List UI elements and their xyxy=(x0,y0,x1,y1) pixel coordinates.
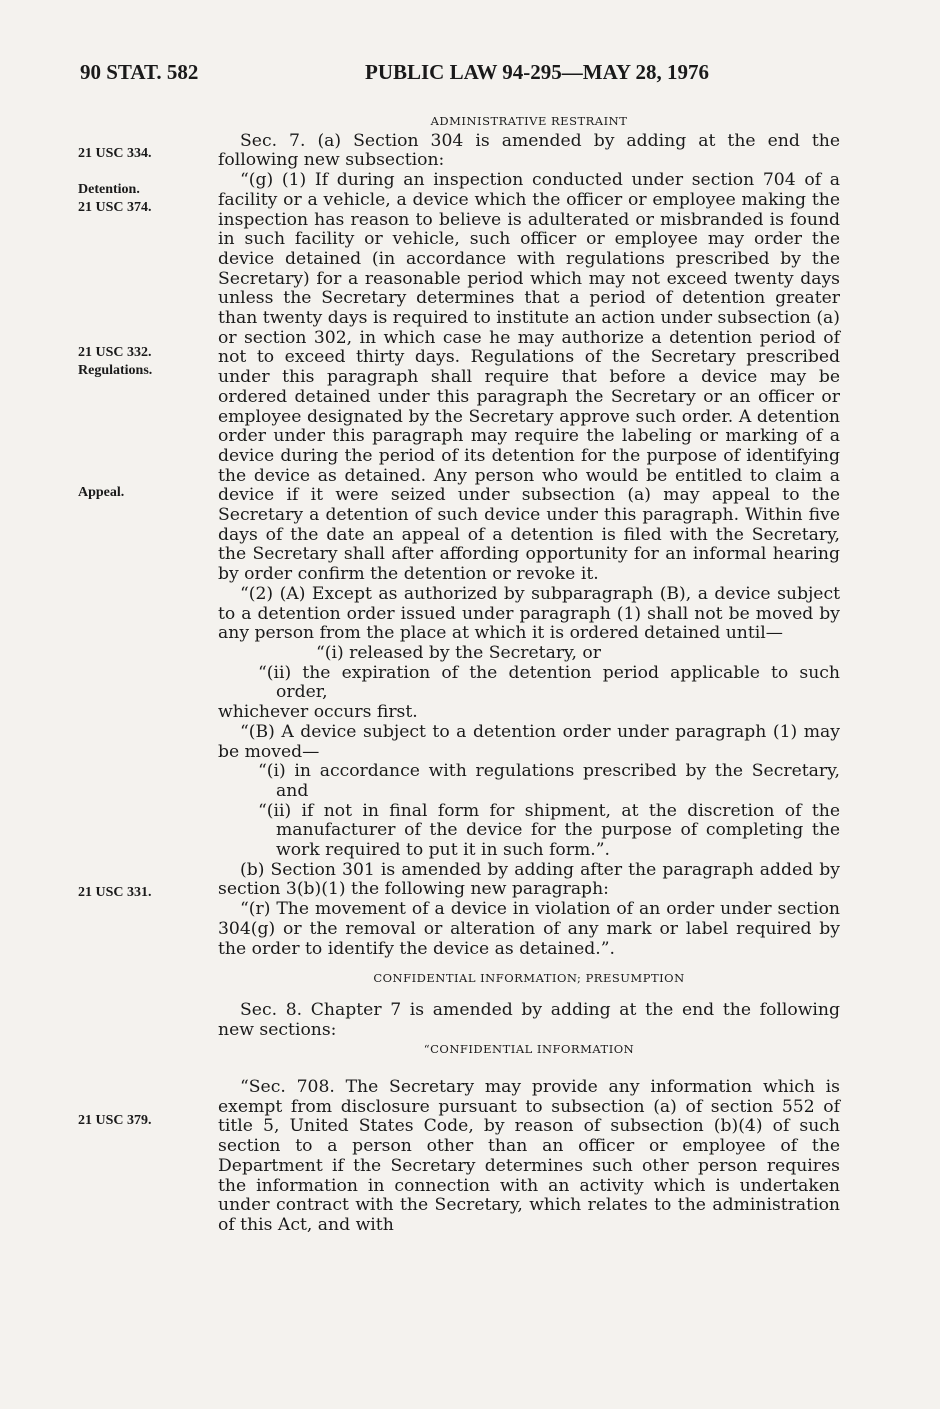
margin-note: 21 USC 331. xyxy=(78,885,152,900)
paragraph: (b) Section 301 is amended by adding after the paragraph added by section 3(b)(1) the following new paragraph: xyxy=(218,859,840,900)
law-title: PUBLIC LAW 94-295—MAY 28, 1976 xyxy=(365,60,709,84)
paragraph: “Sec. 708. The Secretary may provide any information which is exempt from disclosure pursuant to subsection (a) of section 552 of title 5, United States Code, by reason of subsection (b)(4) of such section to a person other than an officer or employee of the Department if the Secretary determines such other person requires the information in connection with an activity which is undertaken under contract with the Secretary, which relates to the administration of this Act, and with xyxy=(218,1077,840,1235)
section-heading: CONFIDENTIAL INFORMATION; PRESUMPTION xyxy=(373,971,685,986)
paragraph: “(r) The movement of a device in violation of an order under section 304(g) or the removal or alteration of any mark or label required by the order to identify the device as detained.”. xyxy=(218,899,840,959)
stat-page-number: 90 STAT. 582 xyxy=(80,60,199,84)
list-item: “(ii) if not in final form for shipment, at the discretion of the manufacturer of the device for the purpose of completing the work required to put it in such form.”. xyxy=(258,800,840,861)
list-item: “(ii) the expiration of the detention period applicable to such order, xyxy=(258,662,840,703)
margin-note: 21 USC 374. xyxy=(78,200,152,215)
margin-note: Appeal. xyxy=(78,485,125,500)
list-item: “(i) released by the Secretary, or xyxy=(316,642,601,663)
paragraph: “(g) (1) If during an inspection conducted under section 704 of a facility or a vehicle, a device which the officer or employee making the inspection has reason to believe is adulterated or misbranded is found in such facility or vehicle, such officer or employee may order the device detained (in accordance with regulations prescribed by the Secretary) for a reasonable period which may not exceed twenty days unless the Secretary determines that a period of detention greater than twenty days is required to institute an action under subsection (a) or section 302, in which case he may authorize a detention period of not to exceed thirty days. Regulations of the Secretary prescribed under this paragraph shall require that before a device may be ordered detained under this paragraph the Secretary or an officer or employee designated by the Secretary approve such order. A detention order under this paragraph may require the labeling or marking of a device during the period of its detention for the purpose of identifying the device as detained. Any person who would be entitled to claim a device if it were seized under subsection (a) may appeal to the Secretary a detention of such device under this paragraph. Within five days of the date an appeal of a detention is filed with the Secretary, the Secretary shall after affording opportunity for an informal hearing by order confirm the detention or revoke it. xyxy=(218,170,840,585)
statute-body xyxy=(218,112,840,1236)
section-heading: ADMINISTRATIVE RESTRAINT xyxy=(430,114,628,128)
page-header xyxy=(80,60,840,92)
paragraph: “(B) A device subject to a detention order under paragraph (1) may be moved— xyxy=(218,721,840,762)
list-item: “(i) in accordance with regulations prescribed by the Secretary, and xyxy=(258,761,840,801)
section-heading: “CONFIDENTIAL INFORMATION xyxy=(423,1042,635,1057)
paragraph: whichever occurs first. xyxy=(218,702,418,723)
paragraph: Sec. 7. (a) Section 304 is amended by adding at the end the following new subsection: xyxy=(218,130,840,171)
paragraph: “(2) (A) Except as authorized by subparagraph (B), a device subject to a detention order issued under paragraph (1) shall not be moved by any person from the place at which it is ordered detained until— xyxy=(218,583,840,644)
margin-note: 21 USC 379. xyxy=(78,1113,152,1128)
margin-note: 21 USC 332. xyxy=(78,345,152,360)
margin-note: Regulations. xyxy=(78,363,153,378)
margin-note: 21 USC 334. xyxy=(78,146,152,161)
paragraph: Sec. 8. Chapter 7 is amended by adding at the end the following new sections: xyxy=(218,999,840,1040)
margin-note: Detention. xyxy=(78,182,140,197)
